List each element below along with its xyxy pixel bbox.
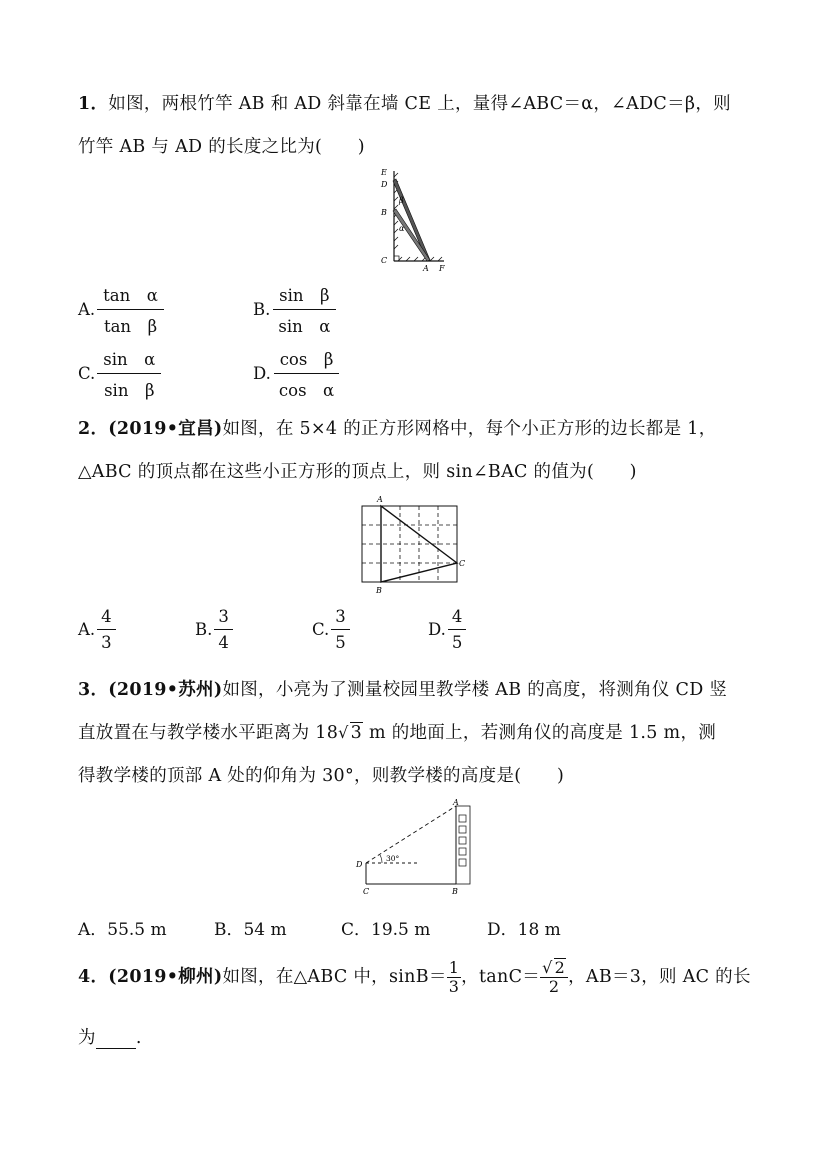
q2-grid-figure: [352, 494, 472, 596]
option-fraction: [214, 607, 233, 652]
q3-text-line2b: m 的地面上，若测角仪的高度是 1.5 m，测: [363, 723, 717, 743]
q3-line3: 得教学楼的顶部 A 处的仰角为 30°，则教学楼的高度是( ): [78, 766, 565, 786]
q3-label-b: B: [452, 887, 458, 896]
q3-label-d: D: [356, 860, 363, 869]
q4-text-c: ，AB＝3，则 AC 的长: [568, 966, 751, 987]
q2-label-c: C: [459, 559, 466, 568]
option-fraction: [448, 607, 467, 652]
fraction-denominator: 3: [448, 976, 460, 996]
q1-figure: [374, 163, 454, 275]
q4-text-a: 如图，在△ABC 中，sinB＝: [222, 966, 447, 987]
q4-tanc-fraction: [540, 958, 568, 997]
fraction-numerator: tan α: [97, 282, 164, 310]
option-letter: C.: [312, 620, 330, 639]
q3-option-c[interactable]: C．19.5 m: [341, 920, 431, 940]
sqrt-value: 2: [554, 958, 566, 977]
q3-label-angle: 30°: [386, 854, 400, 863]
option-fraction: [272, 282, 336, 337]
fraction-numerator: 3: [331, 607, 350, 630]
q3-text-line2a: 直放置在与教学楼水平距离为 18: [78, 723, 339, 743]
q1-label-a: A: [423, 264, 429, 273]
fraction-numerator: √ 2: [540, 958, 568, 978]
fraction-numerator: sin β: [273, 282, 335, 310]
q1-number: 1．: [78, 94, 109, 114]
fraction-denominator: sin α: [278, 317, 331, 336]
q4-text-line2b: .: [135, 1028, 142, 1048]
q3-sqrt-value: 3: [350, 723, 363, 743]
fraction-denominator: 4: [218, 633, 229, 652]
q3-option-a[interactable]: A．55.5 m: [78, 920, 167, 940]
q2-line1: [78, 415, 717, 440]
fraction-denominator: 2: [548, 977, 560, 997]
q1-line1: [78, 90, 731, 115]
q2-label-a: A: [377, 495, 383, 504]
q3-line1: [78, 676, 727, 701]
fraction-numerator: cos β: [274, 346, 340, 374]
option-letter: D.: [253, 364, 271, 383]
fraction-numerator: sin α: [97, 346, 161, 374]
q3-line2: 直放置在与教学楼水平距离为 18√ 3 m 的地面上，若测角仪的高度是 1.5 m，测: [78, 723, 717, 743]
q2-label-b: B: [376, 586, 382, 595]
fraction-denominator: sin β: [104, 381, 155, 400]
q3-number: 3．: [78, 680, 109, 700]
q1-label-b: B: [381, 208, 387, 217]
q2-source: (2019•宜昌): [108, 419, 223, 439]
fraction-numerator: 3: [214, 607, 233, 630]
q1-label-beta: β: [399, 196, 404, 205]
q1-label-f: F: [439, 264, 445, 273]
option-fraction: [273, 346, 340, 401]
q4-text-b: ，tanC＝: [461, 966, 541, 987]
fraction-denominator: 5: [335, 633, 346, 652]
fraction-numerator: 1: [448, 957, 460, 977]
option-letter: A.: [78, 300, 96, 319]
q3-source: (2019•苏州): [108, 680, 223, 700]
fraction-denominator: 3: [101, 633, 112, 652]
q1-label-c: C: [381, 256, 388, 265]
q1-label-alpha: α: [399, 224, 405, 233]
q3-label-c: C: [363, 887, 370, 896]
q1-line2: 竹竿 AB 与 AD 的长度之比为( ): [78, 137, 365, 157]
q4-line1: [78, 958, 751, 997]
option-fraction: [331, 607, 350, 652]
q2-option-c[interactable]: [312, 607, 350, 652]
q1-option-b[interactable]: [253, 282, 336, 337]
q3-text-line1: 如图，小亮为了测量校园里教学楼 AB 的高度，将测角仪 CD 竖: [222, 680, 728, 700]
option-letter: B.: [195, 620, 213, 639]
q3-label-a: A: [453, 798, 459, 807]
q2-text-line1: 如图，在 5×4 的正方形网格中，每个小正方形的边长都是 1，: [222, 419, 717, 439]
q2-option-b[interactable]: [195, 607, 233, 652]
q2-option-d[interactable]: [428, 607, 466, 652]
q4-number: 4．: [78, 966, 109, 987]
q1-option-c[interactable]: [78, 346, 161, 401]
fraction-denominator: cos α: [278, 381, 335, 400]
q3-option-d[interactable]: D．18 m: [487, 920, 561, 940]
q4-text-line2a: 为: [78, 1028, 96, 1048]
option-fraction: [97, 346, 161, 401]
option-fraction: [97, 607, 116, 652]
q1-label-e: E: [381, 168, 387, 177]
option-letter: B.: [253, 300, 271, 319]
option-letter: D.: [428, 620, 446, 639]
q1-option-d[interactable]: [253, 346, 340, 401]
q4-sinb-fraction: [447, 959, 461, 997]
q1-label-d: D: [381, 180, 388, 189]
q3-option-b[interactable]: B．54 m: [214, 920, 287, 940]
q1-text-line1: 如图，两根竹竿 AB 和 AD 斜靠在墙 CE 上，量得∠ABC＝α，∠ADC＝β，则: [108, 94, 731, 114]
q2-line2: △ABC 的顶点都在这些小正方形的顶点上，则 sin∠BAC 的值为( ): [78, 462, 637, 482]
option-fraction: [97, 282, 164, 337]
fraction-denominator: 5: [451, 633, 463, 652]
q4-answer-blank[interactable]: [96, 1030, 136, 1049]
q3-figure: [352, 797, 478, 897]
fraction-denominator: tan β: [103, 317, 158, 336]
q4-source: (2019•柳州): [108, 966, 223, 987]
q1-pole-ad: [393, 179, 430, 261]
fraction-numerator: 4: [97, 607, 116, 630]
fraction-numerator: 4: [448, 607, 467, 630]
q1-option-a[interactable]: [78, 282, 164, 337]
q4-line2: [78, 1024, 142, 1049]
option-letter: C.: [78, 364, 96, 383]
q2-option-a[interactable]: [78, 607, 116, 652]
option-letter: A.: [78, 620, 96, 639]
q2-number: 2．: [78, 419, 109, 439]
